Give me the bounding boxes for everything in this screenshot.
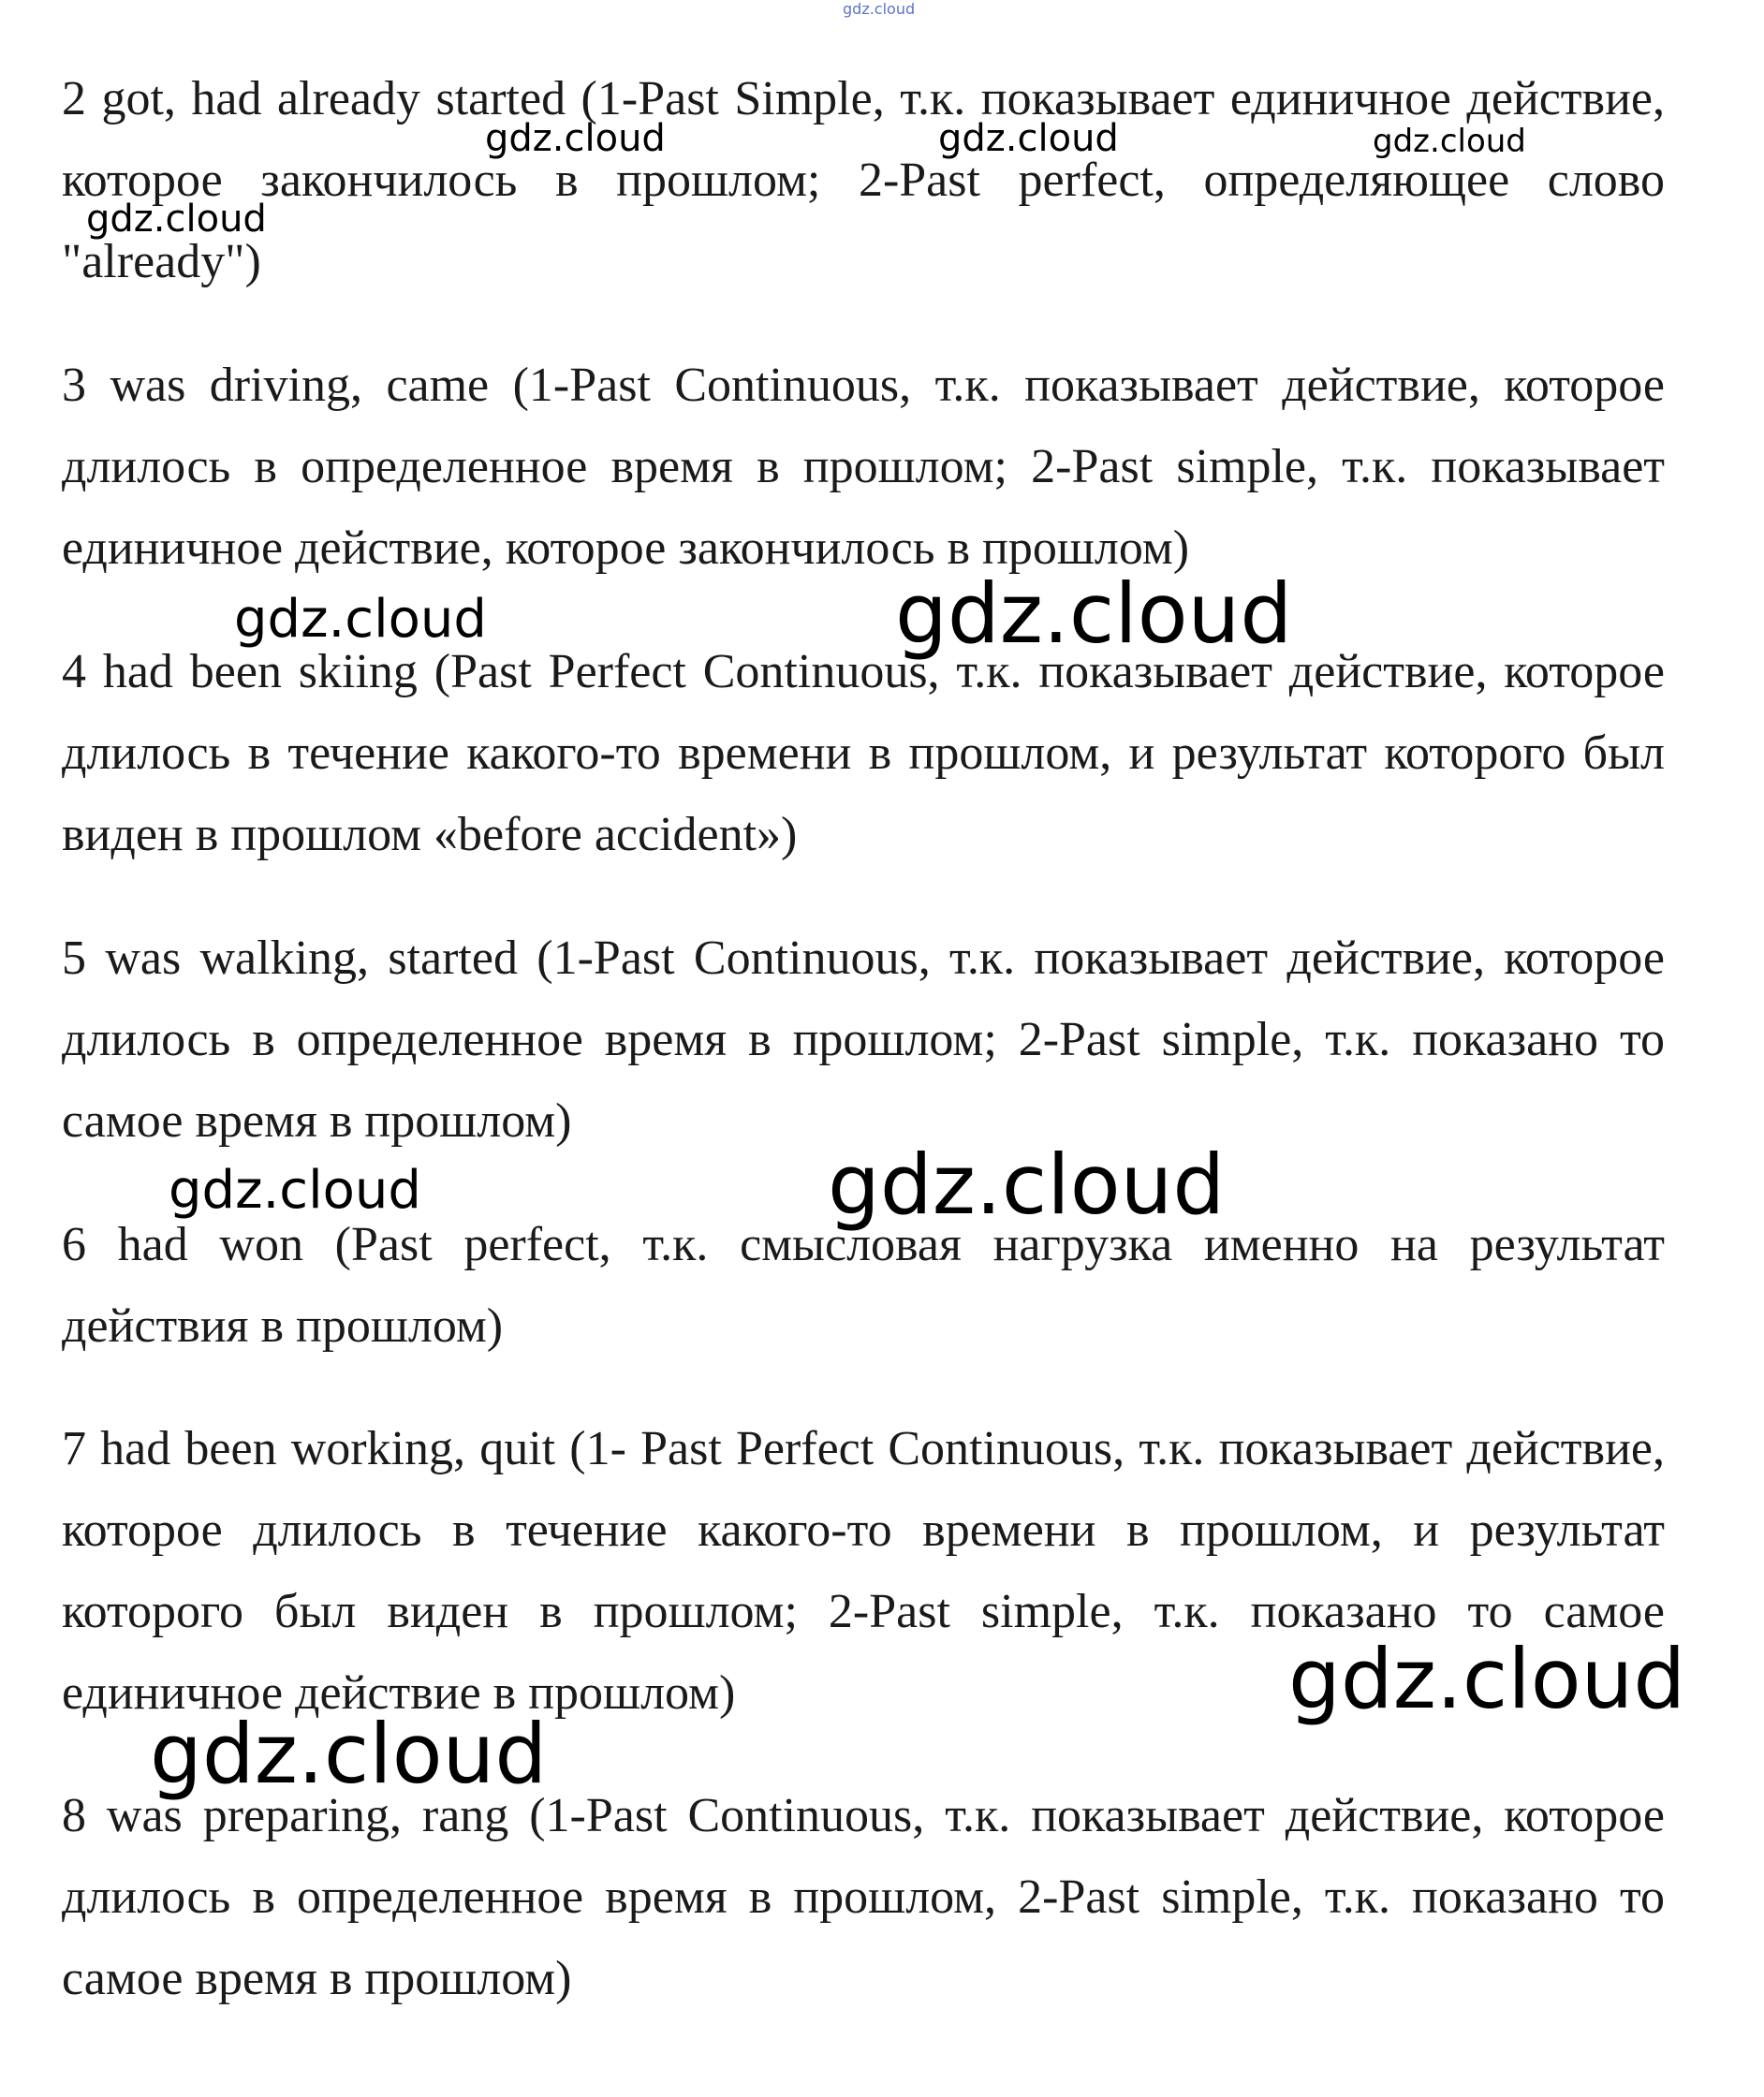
watermark: gdz.cloud	[234, 589, 487, 650]
watermark: gdz.cloud	[938, 117, 1119, 160]
watermark: gdz.cloud	[843, 0, 916, 18]
watermark: gdz.cloud	[485, 117, 666, 160]
watermark: gdz.cloud	[1373, 123, 1526, 160]
answer-item-8: 8 was preparing, rang (1-Past Continuous, т.к. показывает действие, которое длилось в определенное время в прошлом, 2-Past simple, т.к. показано то самое время в прошлом)	[62, 1789, 1665, 2005]
watermark: gdz.cloud	[895, 565, 1293, 662]
watermark: gdz.cloud	[169, 1160, 421, 1221]
watermark: gdz.cloud	[828, 1136, 1226, 1233]
answer-item-4: 4 had been skiing (Past Perfect Continuous, т.к. показывает действие, которое длилось в течение какого-то времени в прошлом, и результат которого был виден в прошлом «before accident»)	[62, 645, 1665, 861]
answer-item-2: 2 got, had already started (1-Past Simple, т.к. показывает единичное действие, которое закончилось в прошлом; 2-Past perfect, определяющее слово "already")	[62, 72, 1665, 288]
answer-item-5: 5 was walking, started (1-Past Continuous, т.к. показывает действие, которое длилось в определенное время в прошлом; 2-Past simple, т.к. показано то самое время в прошлом)	[62, 931, 1665, 1148]
watermark: gdz.cloud	[1288, 1631, 1686, 1727]
answer-item-7: 7 had been working, quit (1- Past Perfect Continuous, т.к. показывает действие, которое длилось в течение какого-то времени в прошлом, и результат которого был виден в прошлом; 2-Past simple, т.к. показано то самое единичное действие в прошлом)	[62, 1422, 1665, 1720]
watermark: gdz.cloud	[86, 198, 267, 241]
answer-item-3: 3 was driving, came (1-Past Continuous, т.к. показывает действие, которое длилось в определенное время в прошлом; 2-Past simple, т.к. показывает единичное действие, которое закончилось в прошлом)	[62, 359, 1665, 575]
answer-item-6: 6 had won (Past perfect, т.к. смысловая нагрузка именно на результат действия в прошлом)	[62, 1218, 1665, 1353]
watermark: gdz.cloud	[150, 1706, 548, 1802]
